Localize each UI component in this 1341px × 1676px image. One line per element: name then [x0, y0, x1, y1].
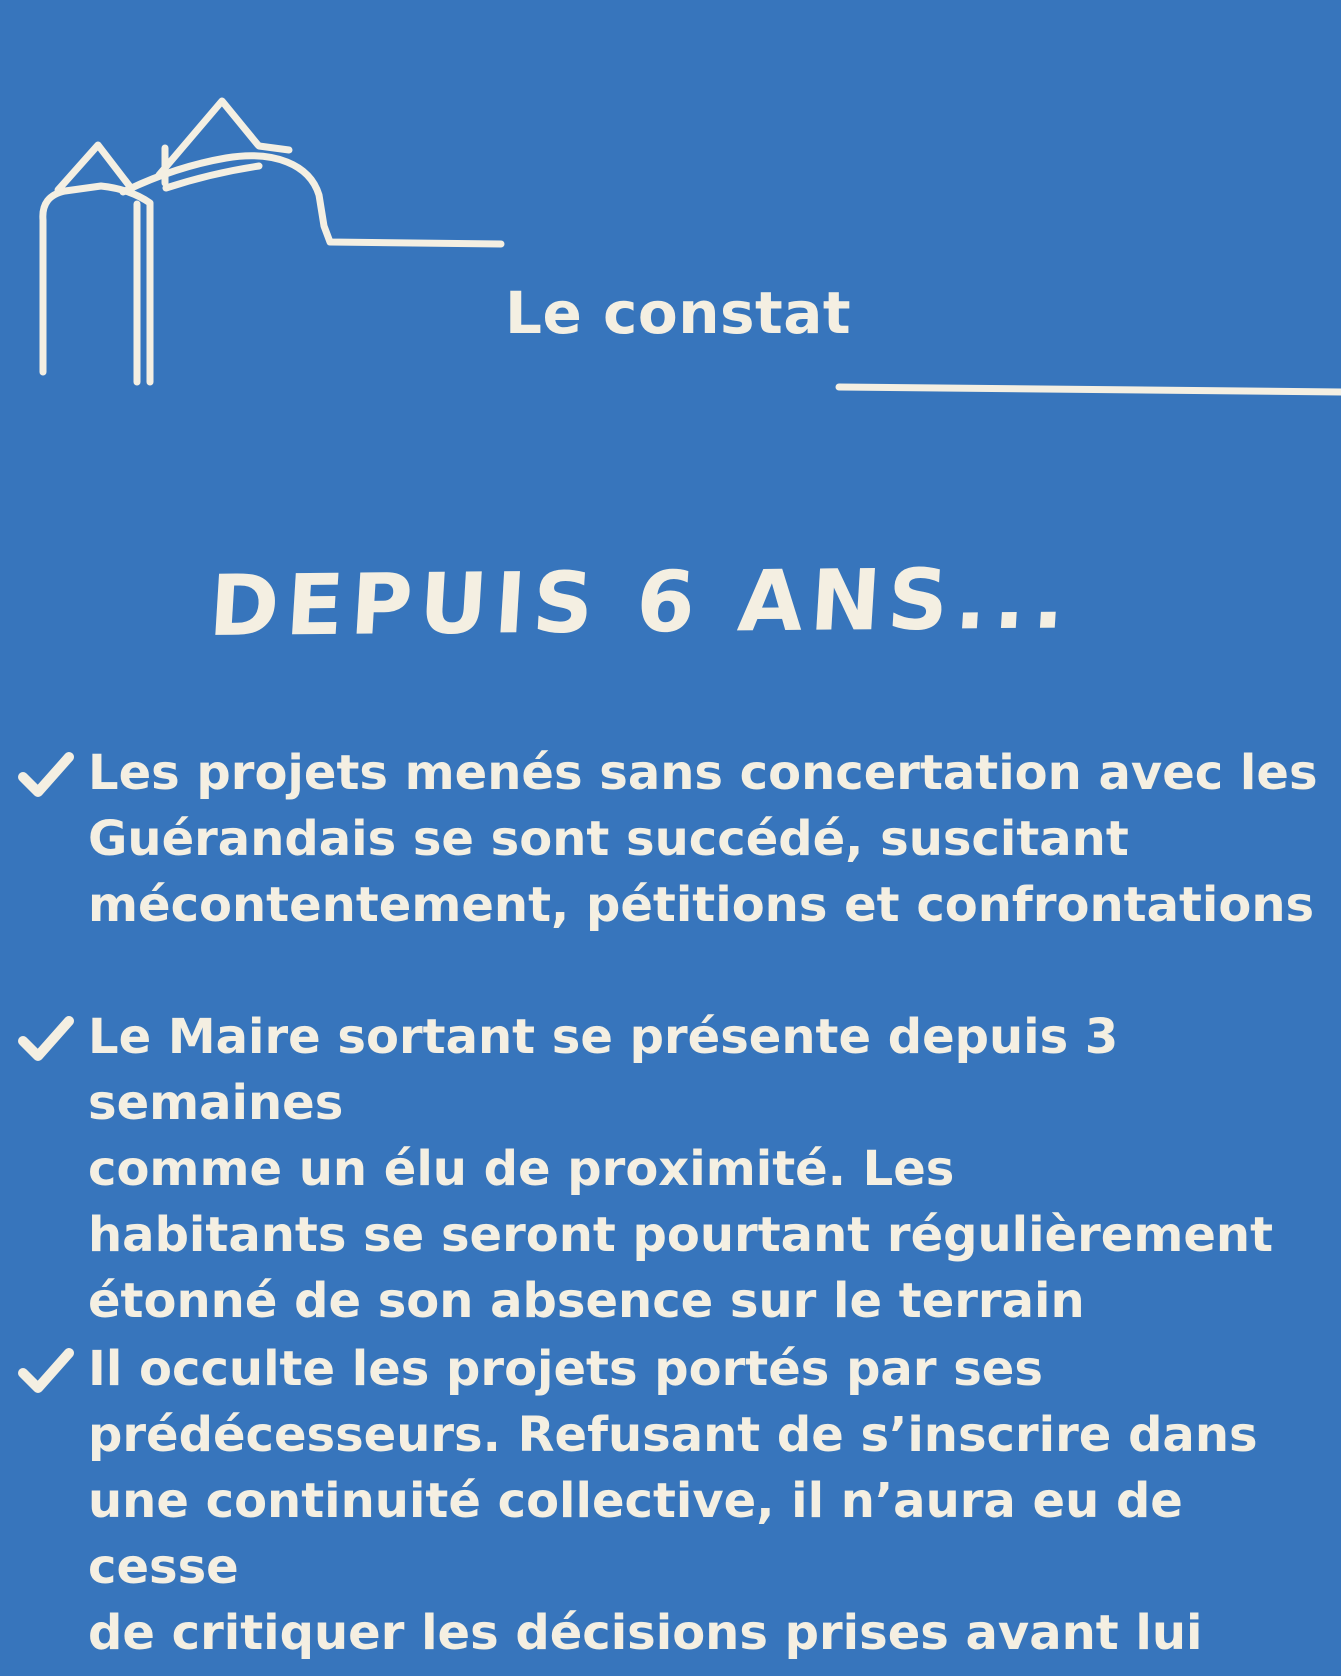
headline: DEPUIS 6 ANS...: [206, 549, 1076, 655]
check-icon: [18, 1014, 74, 1062]
check-icon: [18, 1346, 74, 1394]
bullet-text: Il occulte les projets portés par ses prédécesseurs. Refusant de s’inscrire dans une continuité collective, il n’aura eu de cesse de critiquer les décisions prises avant lui: [88, 1341, 1258, 1661]
section-title: Le constat: [505, 279, 852, 347]
check-icon: [18, 750, 74, 798]
bullet-text: Les projets menés sans concertation avec les Guérandais se sont succédé, suscitant mécontentement, pétitions et confrontations: [88, 745, 1318, 933]
tower-illustration: [0, 0, 1341, 420]
bullet-text: Le Maire sortant se présente depuis 3 semaines comme un élu de proximité. Les habitants se seront pourtant régulièrement étonné de son absence sur le terrain: [88, 1009, 1274, 1329]
